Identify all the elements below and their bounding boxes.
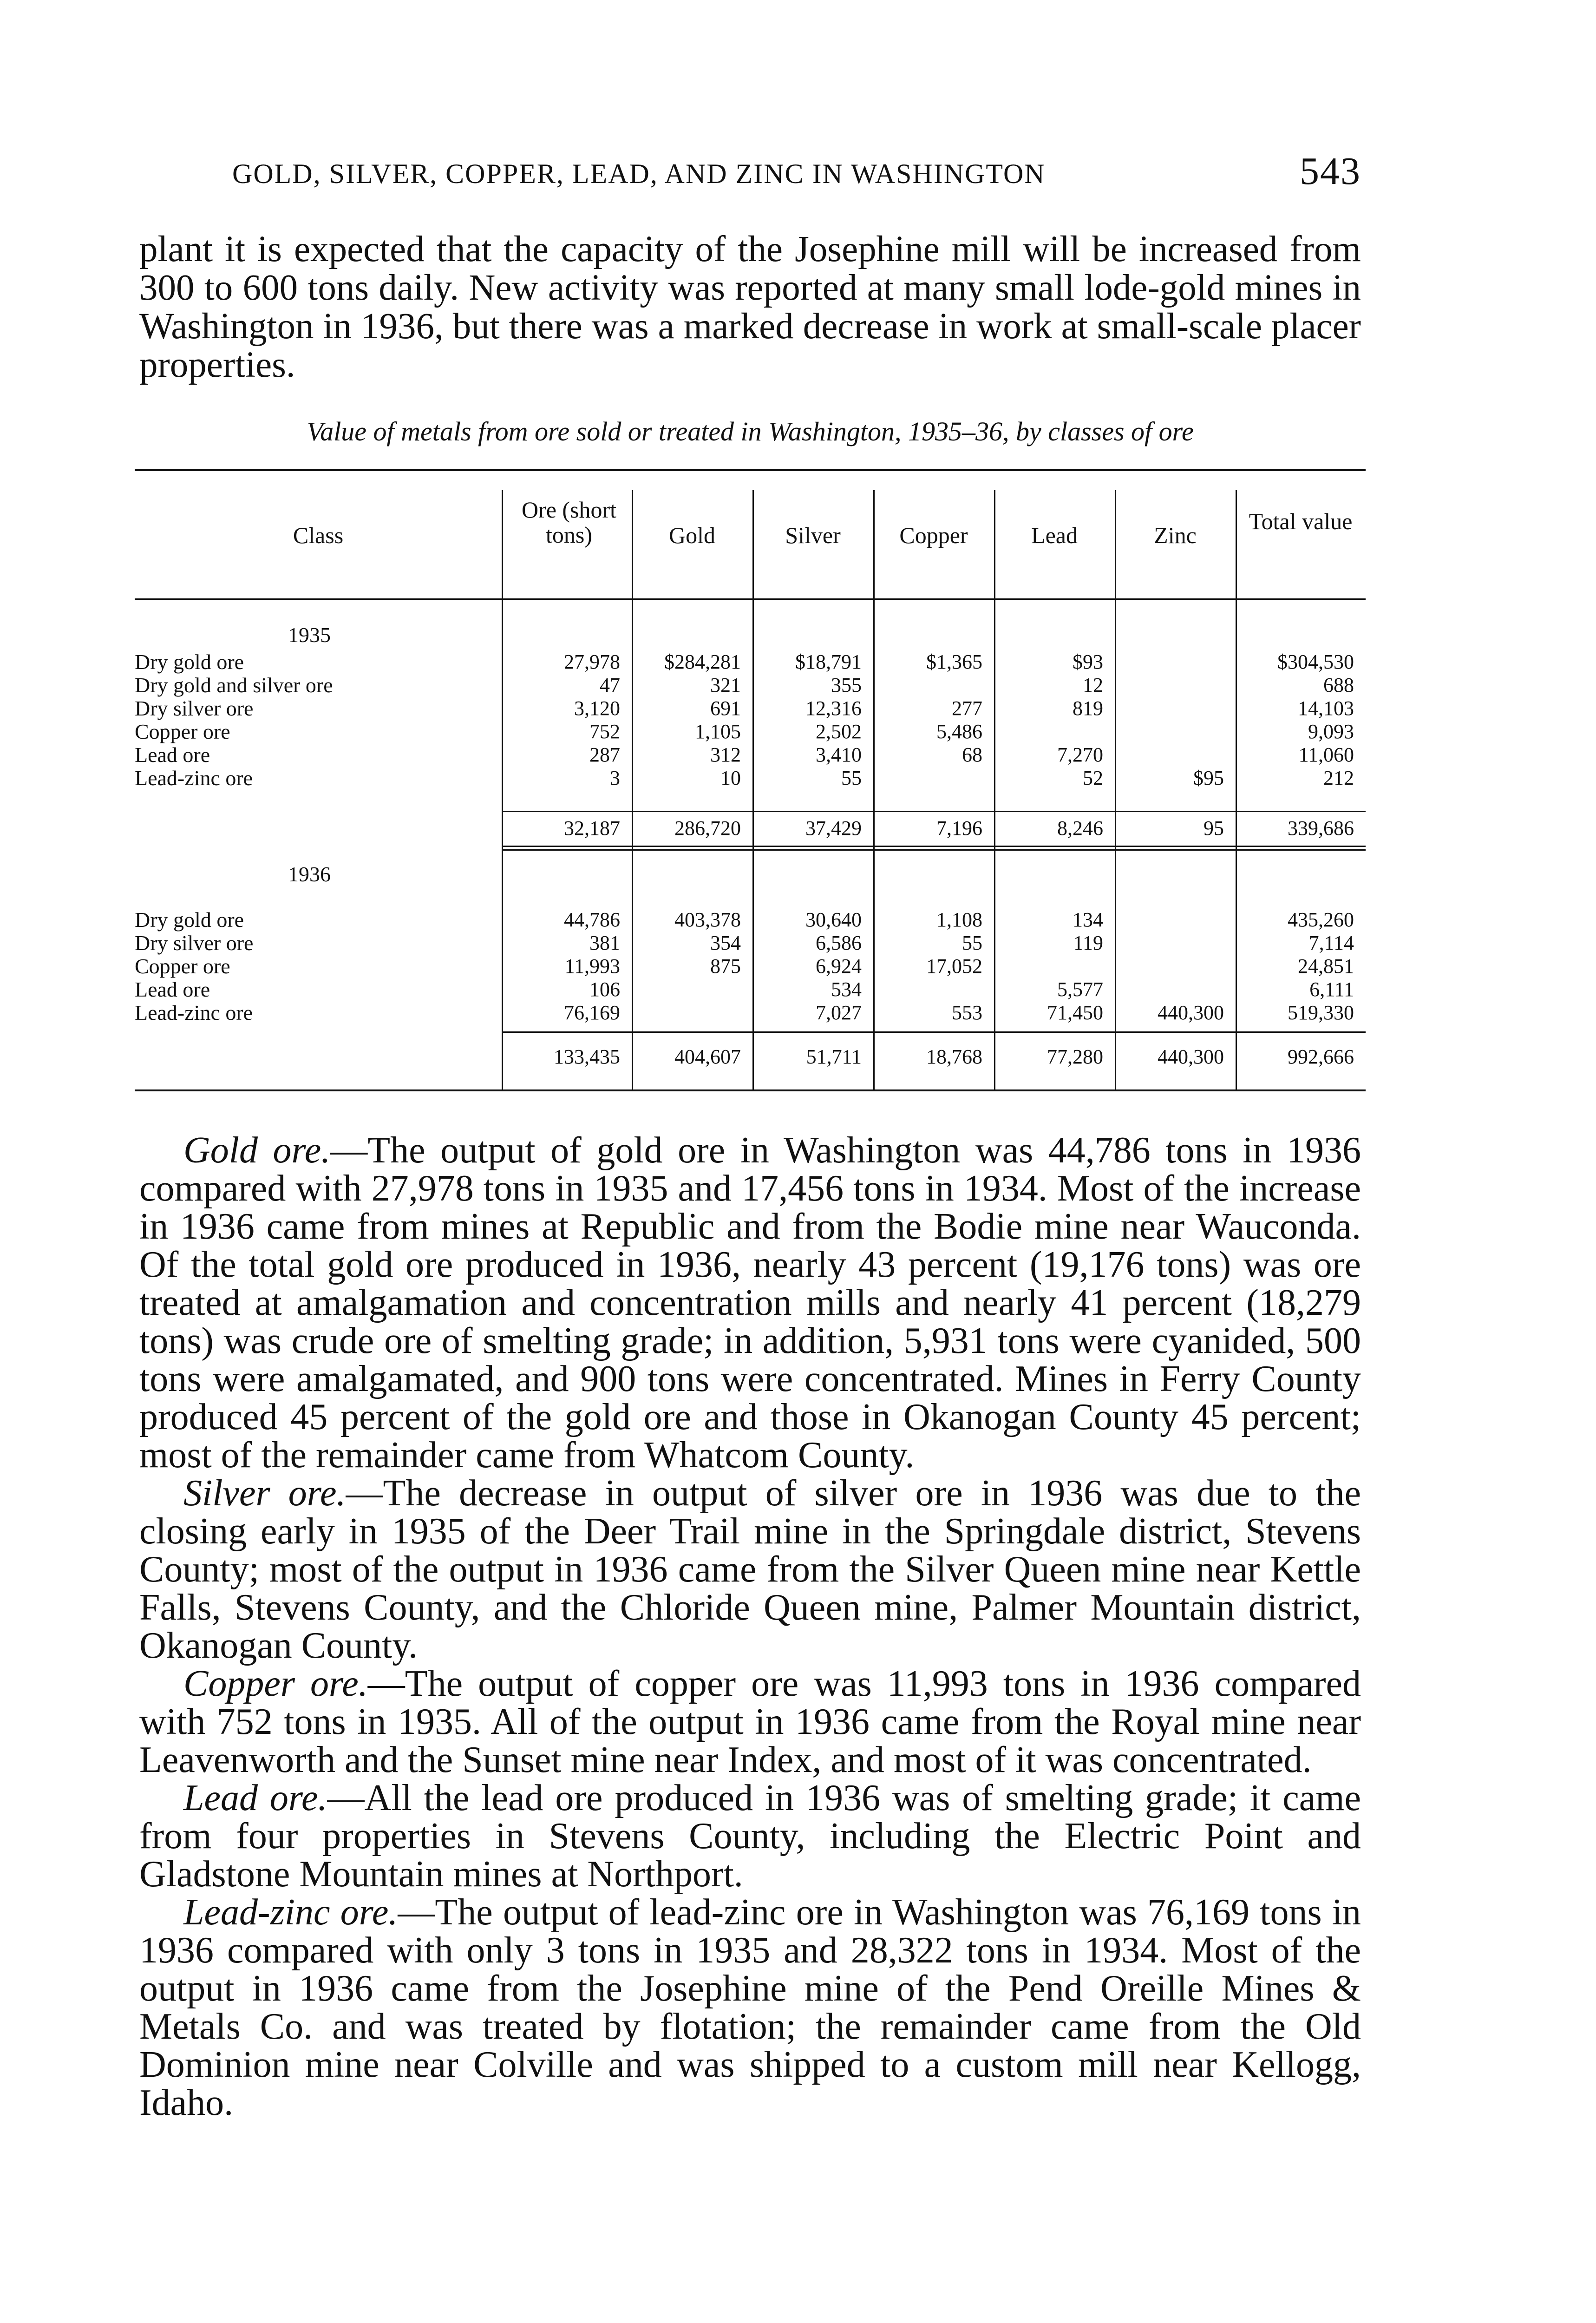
- cell-lead: 819: [1073, 697, 1103, 720]
- running-head-title: GOLD, SILVER, COPPER, LEAD, AND ZINC IN WASHINGTON: [232, 158, 1046, 189]
- cell-gold: 354: [710, 932, 741, 954]
- cell-gold: 312: [710, 743, 741, 766]
- total-silver: 37,429: [805, 817, 862, 840]
- total-silver: 51,711: [806, 1045, 862, 1068]
- cell-total: 212: [1323, 767, 1354, 789]
- cell-copper: 68: [962, 743, 982, 766]
- row-label: Dry gold ore: [135, 908, 244, 932]
- table-caption: Value of metals from ore sold or treated in Washington, 1935–36, by classes of ore: [307, 416, 1194, 446]
- cell-total: 435,260: [1288, 908, 1354, 931]
- cell-silver: 7,027: [816, 1001, 862, 1024]
- heading-silver-ore: Silver ore.: [183, 1473, 346, 1514]
- cell-total: 14,103: [1298, 697, 1354, 720]
- paragraph-gold-ore: [139, 1131, 1361, 1474]
- cell-ore: 3,120: [574, 697, 620, 720]
- heading-lead-zinc-ore: Lead-zinc ore.: [183, 1892, 398, 1933]
- intro-paragraph: plant it is expected that the capacity of the Josephine mill will be increased from 300 to 600 tons daily. New activity was reported at many small lode-gold mines in Washington in 1936, but there was a marked decrease in work at small-scale placer properties.: [139, 229, 1361, 385]
- cell-silver: 30,640: [805, 908, 862, 931]
- cell-silver: 6,586: [816, 932, 862, 954]
- paragraph-silver-ore: [139, 1474, 1361, 1665]
- total-copper: 18,768: [926, 1045, 982, 1068]
- cell-gold: 1,105: [695, 720, 741, 743]
- heading-copper-ore: Copper ore.: [183, 1663, 368, 1704]
- heading-lead-ore: Lead ore.: [183, 1778, 327, 1818]
- cell-lead: 12: [1083, 674, 1103, 696]
- cell-ore: 287: [589, 743, 620, 766]
- total-zinc: 95: [1204, 817, 1224, 840]
- cell-zinc: $95: [1193, 767, 1224, 789]
- cell-copper: 55: [962, 932, 982, 954]
- cell-ore: 27,978: [564, 650, 620, 673]
- cell-copper: 553: [952, 1001, 982, 1024]
- header-copper: Copper: [899, 522, 968, 548]
- cell-total: 7,114: [1308, 932, 1354, 954]
- cell-total: 9,093: [1308, 720, 1354, 743]
- cell-copper: 277: [952, 697, 982, 720]
- cell-silver: 2,502: [816, 720, 862, 743]
- row-label: Dry silver ore: [135, 696, 254, 720]
- header-total-value: Total value: [1249, 508, 1353, 534]
- cell-total: 688: [1323, 674, 1354, 696]
- cell-ore: 752: [589, 720, 620, 743]
- paragraph-copper-ore: [139, 1665, 1361, 1779]
- header-class: Class: [293, 522, 344, 548]
- row-label: Dry gold ore: [135, 650, 244, 674]
- header-gold: Gold: [669, 522, 715, 548]
- cell-lead: 52: [1083, 767, 1103, 789]
- body-text: [139, 1131, 1361, 2122]
- total-gold: 286,720: [674, 817, 741, 840]
- cell-gold: $284,281: [664, 650, 741, 673]
- cell-lead: 7,270: [1057, 743, 1103, 766]
- total-value: 992,666: [1288, 1045, 1354, 1068]
- cell-ore: 106: [589, 978, 620, 1001]
- cell-zinc: 440,300: [1158, 1001, 1224, 1024]
- cell-gold: 403,378: [674, 908, 741, 931]
- text-silver-ore: —The decrease in output of silver ore in 1936 was due to the closing early in 1935 of the Deer Trail mine in the Springdale district, Stevens County; most of the output in 1936 came from the Silver Queen mine near Kettle Falls, Stevens County, and the Chloride Queen mine, Palmer Mountain district, Okanogan County.: [139, 1473, 1361, 1666]
- cell-silver: 12,316: [805, 697, 862, 720]
- cell-ore: 3: [610, 767, 620, 789]
- cell-silver: 355: [831, 674, 862, 696]
- cell-lead: 119: [1073, 932, 1103, 954]
- total-ore: 133,435: [554, 1045, 620, 1068]
- cell-silver: $18,791: [795, 650, 862, 673]
- cell-ore: 44,786: [564, 908, 620, 931]
- row-label: Lead ore: [135, 978, 210, 1001]
- cell-lead: $93: [1073, 650, 1103, 673]
- cell-ore: 11,993: [564, 955, 620, 978]
- cell-copper: 1,108: [936, 908, 982, 931]
- cell-gold: 10: [720, 767, 741, 789]
- total-zinc: 440,300: [1158, 1045, 1224, 1068]
- header-zinc: Zinc: [1154, 522, 1197, 548]
- cell-copper: 5,486: [936, 720, 982, 743]
- cell-lead: 134: [1073, 908, 1103, 931]
- total-value: 339,686: [1288, 817, 1354, 840]
- cell-silver: 55: [841, 767, 862, 789]
- cell-gold: 691: [710, 697, 741, 720]
- cell-total: 6,111: [1309, 978, 1354, 1001]
- cell-total: 24,851: [1298, 955, 1354, 978]
- total-copper: 7,196: [936, 817, 982, 840]
- header-silver: Silver: [785, 522, 841, 548]
- row-label: Copper ore: [135, 720, 230, 743]
- total-lead: 77,280: [1047, 1045, 1103, 1068]
- total-lead: 8,246: [1057, 817, 1103, 840]
- row-label: Lead-zinc ore: [135, 1001, 253, 1024]
- header-lead: Lead: [1031, 522, 1078, 548]
- cell-ore: 76,169: [564, 1001, 620, 1024]
- row-label: Copper ore: [135, 954, 230, 978]
- page-number: 543: [1300, 150, 1361, 193]
- text-lead-zinc-ore: —The output of lead-zinc ore in Washington was 76,169 tons in 1936 compared with only 3 tons in 1935 and 28,322 tons in 1934. Most of the output in 1936 came from the Josephine mine of the Pend Oreille Mines & Metals Co. and was treated by flotation; the remainder came from the Old Dominion mine near Colville and was shipped to a custom mill near Kellogg, Idaho.: [139, 1892, 1361, 2123]
- row-label: Dry gold and silver ore: [135, 673, 333, 697]
- cell-silver: 6,924: [816, 955, 862, 978]
- row-label: Lead ore: [135, 743, 210, 767]
- row-label: Lead-zinc ore: [135, 766, 253, 790]
- cell-ore: 47: [600, 674, 620, 696]
- ore-value-table: [135, 469, 1366, 1101]
- text-lead-ore: —All the lead ore produced in 1936 was of smelting grade; it came from four properties in Stevens County, including the Electric Point and Gladstone Mountain mines at Northport.: [139, 1778, 1361, 1895]
- cell-silver: 534: [831, 978, 862, 1001]
- cell-silver: 3,410: [816, 743, 862, 766]
- cell-lead: 5,577: [1057, 978, 1103, 1001]
- cell-total: $304,530: [1277, 650, 1354, 673]
- total-ore: 32,187: [564, 817, 620, 840]
- cell-ore: 381: [589, 932, 620, 954]
- text-copper-ore: —The output of copper ore was 11,993 tons in 1936 compared with 752 tons in 1935. All of the output in 1936 came from the Royal mine near Leavenworth and the Sunset mine near Index, and most of it was concentrated.: [139, 1663, 1361, 1780]
- cell-total: 11,060: [1298, 743, 1354, 766]
- text-gold-ore: —The output of gold ore in Washington was 44,786 tons in 1936 compared with 27,978 tons in 1935 and 17,456 tons in 1934. Most of the increase in 1936 came from mines at Republic and from the Bodie mine near Wauconda. Of the total gold ore produced in 1936, nearly 43 percent (19,176 tons) was ore treated at amalgamation and concentration mills and nearly 41 percent (18,279 tons) was crude ore of smelting grade; in addition, 5,931 tons were cyanided, 500 tons were amalgamated, and 900 tons were concentrated. Mines in Ferry County produced 45 percent of the gold ore and those in Okanogan County 45 percent; most of the remainder came from Whatcom County.: [139, 1130, 1361, 1476]
- section-year-1935: 1935: [288, 623, 331, 647]
- header-ore: Ore (short tons): [521, 497, 617, 548]
- cell-gold: 321: [710, 674, 741, 696]
- paragraph-lead-zinc-ore: [139, 1893, 1361, 2122]
- paragraph-lead-ore: [139, 1779, 1361, 1893]
- heading-gold-ore: Gold ore.: [183, 1130, 331, 1171]
- section-year-1936: 1936: [288, 862, 331, 886]
- cell-copper: $1,365: [926, 650, 982, 673]
- cell-lead: 71,450: [1047, 1001, 1103, 1024]
- total-gold: 404,607: [674, 1045, 741, 1068]
- cell-total: 519,330: [1288, 1001, 1354, 1024]
- cell-copper: 17,052: [926, 955, 982, 978]
- cell-gold: 875: [710, 955, 741, 978]
- row-label: Dry silver ore: [135, 931, 254, 955]
